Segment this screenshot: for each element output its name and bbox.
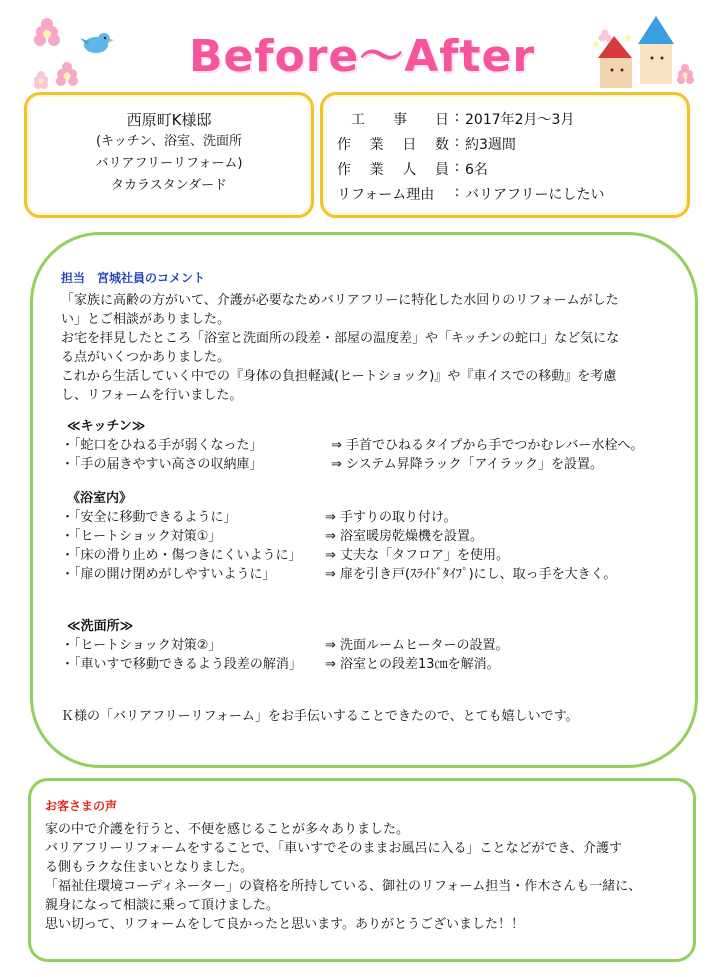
staff-comment-box [30, 232, 698, 768]
issue-item: ・「ヒートショック対策②」 [61, 638, 222, 653]
spec-box [320, 92, 690, 218]
solution-item: ⇒ 浴室暖房乾燥機を設置。 [325, 529, 484, 544]
section-title-washroom: ≪洗面所≫ [67, 619, 134, 634]
spec-label: 工 事 日 [337, 112, 449, 128]
issue-item: ・「ヒートショック対策①」 [61, 529, 222, 544]
customer-line: 親身になって相談に乗って頂けました。 [45, 898, 280, 913]
staff-intro-line: い」とご相談がありました。 [61, 312, 231, 327]
spec-row: リフォーム理由 : バリアフリーにしたい [337, 184, 605, 203]
staff-intro-line: 「家族に高齢の方がいて、介護が必要なためバリアフリーに特化した水回りのリフォームがした [61, 293, 619, 308]
customer-voice-box [28, 778, 696, 962]
property-maker: タカラスタンダード [110, 178, 228, 193]
property-scope-1: (キッチン、浴室、洗面所 [95, 134, 243, 149]
spec-value: バリアフリーにしたい [465, 187, 605, 203]
spec-value: 約3週間 [465, 137, 516, 153]
spec-label: 作 業 人 員 [337, 162, 449, 178]
issue-item: ・「蛇口をひねる手が弱くなった」 [61, 438, 263, 453]
section-title-kitchen: ≪キッチン≫ [67, 419, 146, 434]
issue-item: ・「手の届きやすい高さの収納庫」 [61, 457, 263, 472]
property-name: 西原町K様邸 [126, 111, 212, 129]
solution-item: ⇒ 手すりの取り付け。 [325, 510, 457, 525]
customer-line: る側もラクな住まいとなりました。 [45, 860, 254, 875]
solution-item: ⇒ 手首でひねるタイプから手でつかむレバー水栓へ。 [331, 438, 644, 453]
page-title: Before～After [188, 31, 536, 82]
issue-item: ・「床の滑り止め・傷つきにくいように」 [61, 548, 302, 563]
section-title-bathroom: 《浴室内》 [67, 491, 133, 506]
customer-line: 家の中で介護を行うと、不便を感じることが多々ありました。 [45, 822, 410, 837]
staff-intro-line: る点がいくつかありました。 [61, 350, 231, 365]
customer-line: 思い切って、リフォームをして良かったと思います。ありがとうございました！！ [45, 917, 525, 932]
staff-intro-line: これから生活していく中での『身体の負担軽減(ヒートショック)』や『車イスでの移動』を考慮 [61, 369, 617, 384]
spec-value: 6名 [465, 162, 488, 178]
spec-row: 工 事 日 : 2017年2月～3月 [337, 109, 575, 128]
spec-label: リフォーム理由 [337, 187, 435, 203]
customer-line: 「福祉住環境コーディネーター」の資格を所持している、御社のリフォーム担当・作木さんも一緒に、 [45, 879, 642, 894]
staff-intro-line: お宅を拝見したところ「浴室と洗面所の段差・部屋の温度差」や「キッチンの蛇口」など気にな [61, 331, 620, 346]
solution-item: ⇒ 丈夫な「タフロア」を使用。 [325, 548, 510, 563]
solution-item: ⇒ 扉を引き戸(ｽﾗｲﾄﾞﾀｲﾌﾟ)にし、取っ手を大きく。 [325, 567, 617, 582]
property-scope-2: バリアフリーリフォーム) [95, 156, 243, 171]
issue-item: ・「安全に移動できるように」 [61, 510, 237, 525]
issue-item: ・「扉の開け閉めがしやすいように」 [61, 567, 276, 582]
spec-label: 作 業 日 数 [337, 137, 449, 153]
customer-line: バリアフリーリフォームをすることで、「車いすでそのままお風呂に入る」ことなどができ、介護す [45, 841, 622, 856]
spec-row: 作 業 日 数 : 約3週間 [337, 134, 516, 153]
spec-value: 2017年2月～3月 [465, 112, 575, 128]
solution-item: ⇒ 洗面ルームヒーターの設置。 [325, 638, 509, 653]
customer-heading: お客さまの声 [45, 799, 118, 813]
solution-item: ⇒ 浴室との段差13㎝を解消。 [325, 657, 500, 672]
solution-item: ⇒ システム昇降ラック「アイラック」を設置。 [331, 457, 604, 472]
issue-item: ・「車いすで移動できるよう段差の解消」 [61, 657, 302, 672]
staff-heading: 担当 宮城社員のコメント [61, 271, 206, 285]
staff-intro-line: し、リフォームを行いました。 [61, 388, 243, 403]
staff-closing: Ｋ様の「バリアフリーリフォーム」をお手伝いすることできたので、とても嬉しいです。 [61, 709, 579, 724]
spec-row: 作 業 人 員 : 6名 [337, 159, 488, 178]
property-box [24, 92, 314, 218]
